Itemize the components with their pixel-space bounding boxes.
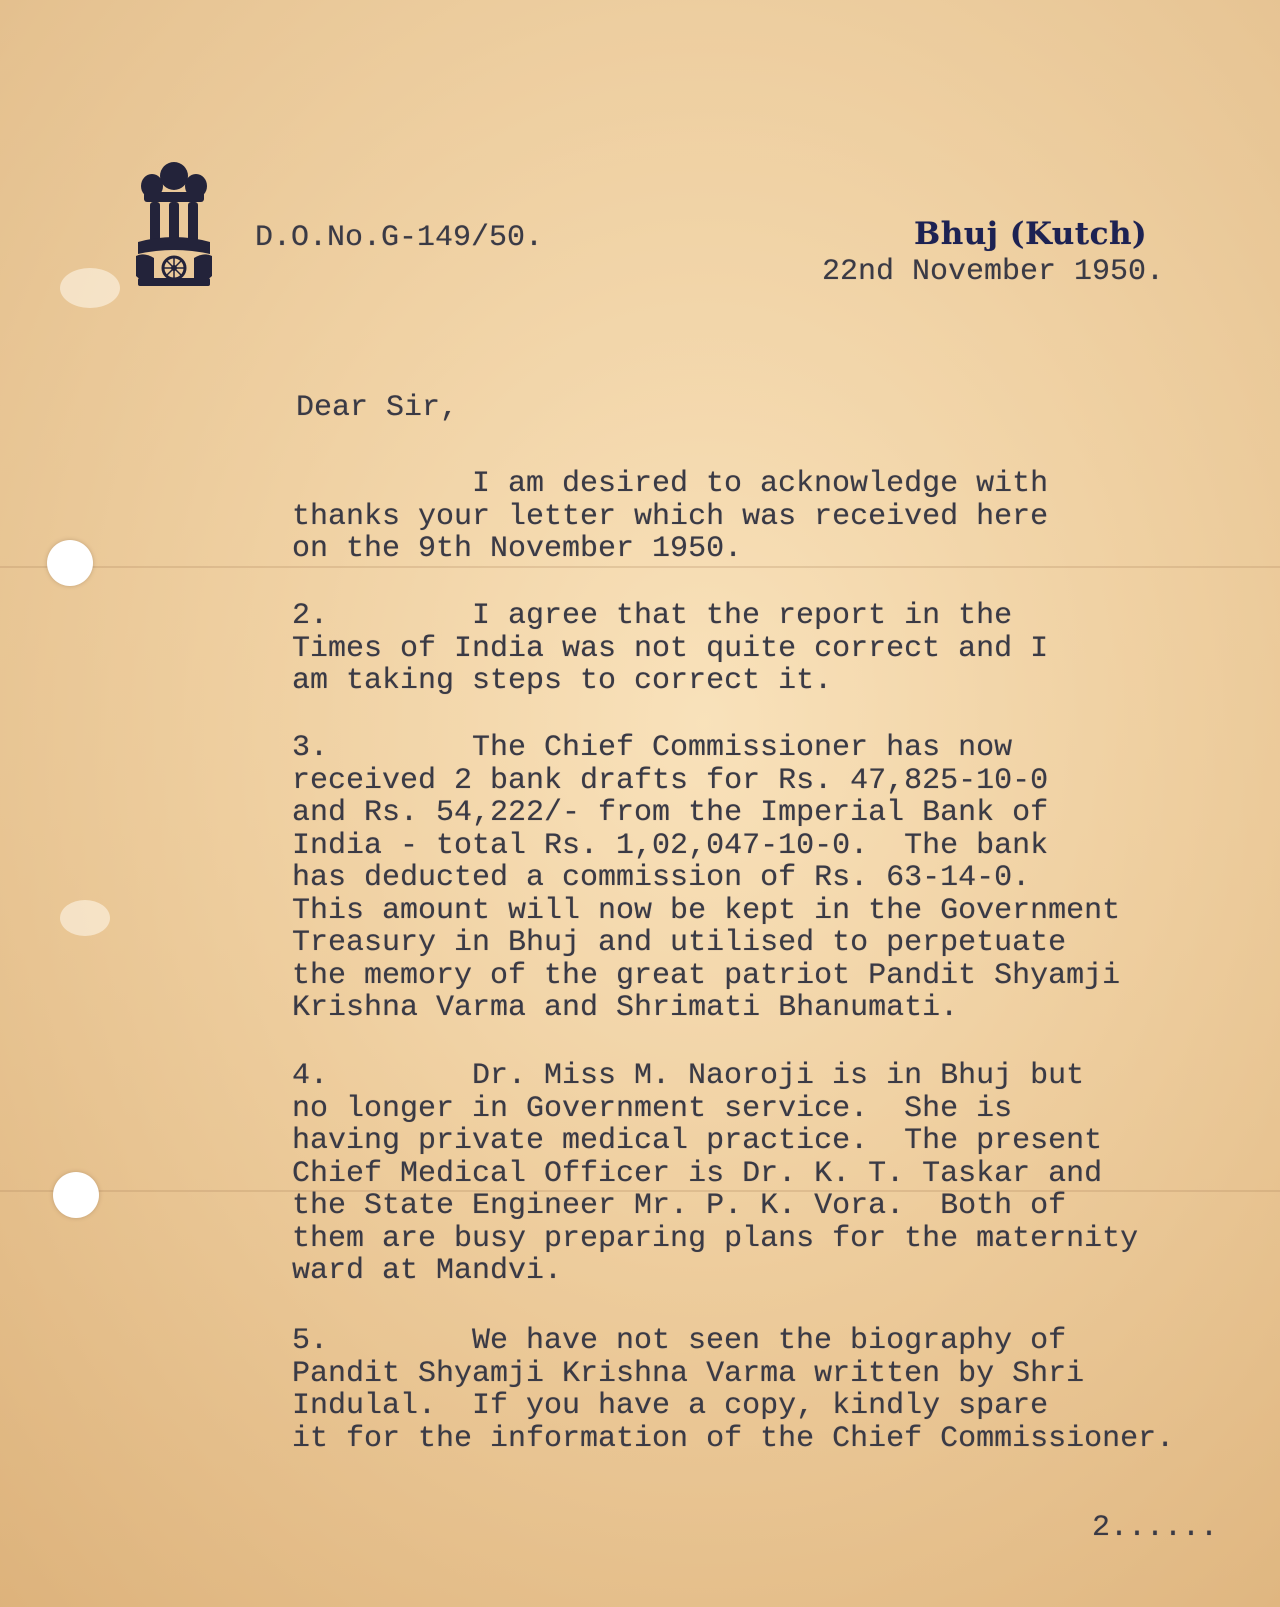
- paragraph-line: thanks your letter which was received here: [292, 499, 1049, 534]
- paper-stain: [60, 900, 110, 936]
- salutation: Dear Sir,: [296, 391, 459, 425]
- paragraph-line: Dr. Miss M. Naoroji is in Bhuj but: [472, 1059, 1085, 1093]
- paragraph-line: on the 9th November 1950.: [292, 532, 743, 566]
- paragraph-line: Chief Medical Officer is Dr. K. T. Taskar and: [292, 1156, 1103, 1191]
- reference-number: D.O.No.G-149/50.: [255, 221, 544, 255]
- paragraph-line: Times of India was not quite correct and I: [292, 631, 1049, 666]
- paragraph-line: no longer in Government service. She is: [292, 1091, 1013, 1126]
- continuation-marker: 2......: [1092, 1511, 1219, 1545]
- paragraph-line: the State Engineer Mr. P. K. Vora. Both of: [292, 1189, 1067, 1223]
- letter-date: 22nd November 1950.: [822, 255, 1165, 289]
- paragraph-line: Indulal. If you have a copy, kindly spare: [292, 1389, 1049, 1423]
- paragraph: [292, 732, 1252, 1025]
- paragraph-line: it for the information of the Chief Commissioner.: [292, 1421, 1175, 1456]
- paragraph: [292, 1060, 1252, 1288]
- state-emblem-icon: [132, 158, 216, 288]
- paragraph: [292, 1325, 1252, 1455]
- punch-hole: [47, 540, 93, 586]
- paragraph-line: having private medical practice. The present: [292, 1124, 1103, 1158]
- paragraph-line: Krishna Varma and Shrimati Bhanumati.: [292, 991, 959, 1025]
- paragraph-line: India - total Rs. 1,02,047-10-0. The bank: [292, 828, 1049, 863]
- paragraph-number: 4.: [292, 1059, 329, 1093]
- paragraph-line: I am desired to acknowledge with: [472, 467, 1049, 501]
- paper-stain: [60, 268, 120, 308]
- punch-hole: [53, 1172, 99, 1218]
- paragraph-line: We have not seen the biography of: [472, 1324, 1067, 1358]
- paragraph-line: This amount will now be kept in the Government: [292, 893, 1121, 928]
- paragraph-line: and Rs. 54,222/- from the Imperial Bank of: [292, 796, 1049, 830]
- paragraph-line: Treasury in Bhuj and utilised to perpetuate: [292, 926, 1067, 960]
- paragraph-line: Pandit Shyamji Krishna Varma written by Shri: [292, 1356, 1085, 1391]
- paragraph-number: 3.: [292, 731, 329, 765]
- paragraph: [292, 600, 1252, 698]
- paragraph-line: The Chief Commissioner has now: [472, 731, 1013, 765]
- paragraph-line: am taking steps to correct it.: [292, 664, 833, 698]
- paragraph: [292, 468, 1252, 566]
- paragraph-number: 5.: [292, 1324, 329, 1358]
- paragraph-line: them are busy preparing plans for the maternity: [292, 1221, 1139, 1256]
- paragraph-line: the memory of the great patriot Pandit Shyamji: [292, 958, 1121, 993]
- paper-fold-line: [0, 566, 1280, 568]
- paragraph-line: I agree that the report in the: [472, 599, 1013, 633]
- paragraph-number: 2.: [292, 599, 329, 633]
- paragraph-line: ward at Mandvi.: [292, 1254, 563, 1288]
- letter-place: Bhuj (Kutch): [914, 216, 1148, 252]
- paragraph-line: has deducted a commission of Rs. 63-14-0.: [292, 861, 1031, 895]
- paragraph-line: received 2 bank drafts for Rs. 47,825-10-0: [292, 763, 1049, 798]
